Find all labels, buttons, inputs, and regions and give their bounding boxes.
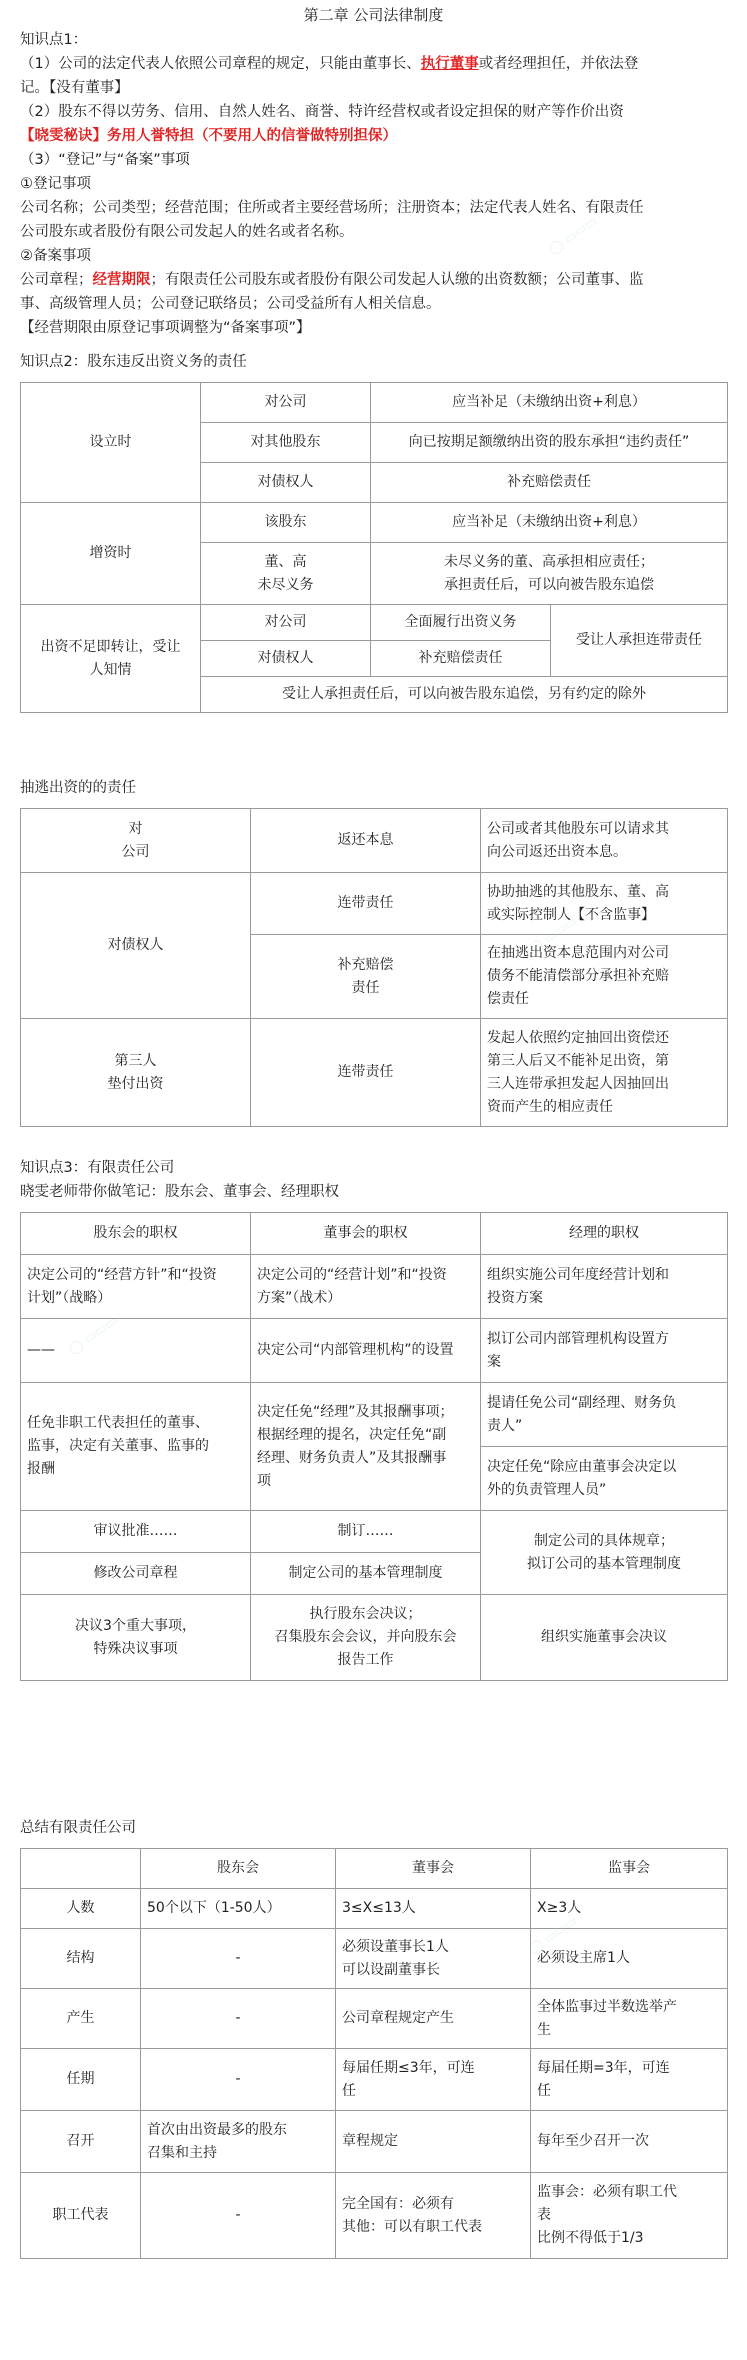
watermark-mark: ◯ ▭▭▭ — [66, 1313, 121, 1358]
row-label-convene: 召开 — [21, 2111, 141, 2173]
row-label-produce: 产生 — [21, 1989, 141, 2049]
cell-line: 垫付出资 — [107, 1075, 164, 1092]
capital-liability-table — [20, 382, 728, 713]
cell-structure-2 — [336, 1929, 531, 1989]
cell-r6c2 — [251, 1595, 481, 1681]
cell-r4c2: 制订…… — [251, 1511, 481, 1553]
header-shareholders: 股东会的职权 — [21, 1213, 251, 1255]
header-board: 董事会的职权 — [251, 1213, 481, 1255]
cell-to-creditor: 对债权人 — [21, 873, 251, 1019]
cell-term-1: - — [141, 2049, 336, 2111]
cell-joint: 连带责任 — [251, 873, 481, 935]
table-row — [21, 1849, 728, 1889]
row-label-staff: 职工代表 — [21, 2173, 141, 2259]
table-row — [21, 1511, 728, 1553]
cell-setup-other: 对其他股东 — [201, 423, 371, 463]
table-row — [21, 1989, 728, 2049]
cell-third-party — [21, 1019, 251, 1127]
cell-line: 报酬 — [27, 1461, 55, 1477]
k1-p1-a: （1）公司的法定代表人依照公司章程的规定，只能由董事长、 — [20, 56, 421, 72]
cell-r3c2 — [251, 1383, 481, 1511]
table-row — [21, 809, 728, 873]
cell-line: 人知情 — [89, 661, 132, 678]
table-row — [21, 873, 728, 935]
cell-transfer-note: 受让人承担责任后，可以向被告股东追偿，另有约定的除外 — [201, 677, 728, 713]
row-label-people: 人数 — [21, 1889, 141, 1929]
cell-line: 责人” — [487, 1417, 523, 1434]
cell-transfer-company-value: 全面履行出资义务 — [371, 605, 551, 641]
table-row — [21, 383, 728, 423]
cell-r5c2: 制定公司的基本管理制度 — [251, 1553, 481, 1595]
cell-line: 其他：可以有职工代表 — [342, 2218, 482, 2235]
cell-convene-1 — [141, 2111, 336, 2173]
table-row — [21, 1889, 728, 1929]
cell-line: 比例不得低于1/3 — [537, 2230, 644, 2246]
cell-line: 未尽义务 — [257, 576, 314, 593]
header-manager: 经理的职权 — [481, 1213, 728, 1255]
cell-setup-creditor-value: 补充赔偿责任 — [371, 463, 728, 503]
k1-rec-note: 【经营期限由原登记事项调整为“备案事项”】 — [20, 320, 311, 336]
cell-line: 经理、财务负责人”及其报酬事 — [257, 1449, 447, 1466]
withdraw-heading: 抽逃出资的的责任 — [20, 780, 136, 796]
cell-to-company — [21, 809, 251, 873]
cell-line: 监事，决定有关董事、监事的 — [27, 1438, 209, 1454]
cell-r4c3 — [481, 1511, 728, 1595]
k1-heading: 知识点1： — [20, 32, 88, 48]
cell-line: 全体监事过半数选举产 — [537, 1998, 677, 2015]
cell-structure-3: 必须设主席1人 — [531, 1929, 728, 1989]
k1-p2-line1: （2）股东不得以劳务、信用、自然人姓名、商誉、特许经营权或者设定担保的财产等作价出资 — [20, 104, 624, 120]
cell-line: 召集股东会会议，并向股东会 — [274, 1629, 457, 1645]
powers-table — [20, 1212, 728, 1681]
cell-line: 出资不足即转让，受让 — [40, 638, 181, 655]
cell-line: 召集和主持 — [147, 2144, 217, 2161]
cell-line: 董、高 — [264, 553, 307, 570]
cell-r2c3 — [481, 1319, 728, 1383]
k2-heading: 知识点2：股东违反出资义务的责任 — [20, 354, 247, 370]
cell-line: 每届任期=3年，可连 — [537, 2059, 670, 2076]
cell-blank — [21, 1849, 141, 1889]
cell-r5c1: 修改公司章程 — [21, 1553, 251, 1595]
cell-line: 或实际控制人【不含监事】 — [487, 906, 655, 923]
cell-r2c1: —— — [21, 1319, 251, 1383]
cell-staff-1: - — [141, 2173, 336, 2259]
cell-line: 任 — [342, 2082, 356, 2099]
table-row — [21, 2049, 728, 2111]
cell-line: 公司 — [121, 843, 150, 860]
k3-subheading: 晓雯老师带你做笔记：股东会、董事会、经理职权 — [20, 1184, 339, 1200]
cell-line: 第三人后又不能补足出资，第 — [487, 1052, 669, 1069]
k1-p1-line2: 记。【没有董事】 — [20, 80, 129, 96]
table-row — [21, 1255, 728, 1319]
cell-transfer-creditor-value: 补充赔偿责任 — [371, 641, 551, 677]
cell-transfer-joint: 受让人承担连带责任 — [551, 605, 728, 677]
cell-people-3: X≥3人 — [531, 1889, 728, 1929]
cell-line: 决定公司的“经营方针”和“投资 — [27, 1266, 217, 1283]
cell-line: 报告工作 — [337, 1652, 394, 1668]
cell-setup-other-value: 向已按期足额缴纳出资的股东承担“违约责任” — [371, 423, 728, 463]
cell-r2c2: 决定公司“内部管理机构”的设置 — [251, 1319, 481, 1383]
cell-line: 提请任免公司“副经理、财务负 — [487, 1394, 677, 1411]
cell-r1c2 — [251, 1255, 481, 1319]
cell-line: 任免非职工代表担任的董事、 — [27, 1415, 209, 1431]
cell-increase-shareholder-value: 应当补足（未缴纳出资+利息） — [371, 503, 728, 543]
cell-supplement-value — [481, 935, 728, 1019]
cell-r1c3 — [481, 1255, 728, 1319]
cell-line: 决定公司的“经营计划”和“投资 — [257, 1266, 447, 1283]
k1-p1-c: 或者经理担任，并依法登 — [478, 56, 639, 72]
table-row — [21, 2173, 728, 2259]
cell-line: 决定任免“经理”及其报酬事项； — [257, 1403, 454, 1420]
cell-term-3 — [531, 2049, 728, 2111]
table-row — [21, 605, 728, 641]
cell-transfer — [21, 605, 201, 713]
k1-p2-secret: 【晓雯秘诀】务用人誉特担（不要用人的信誉做特别担保） — [20, 128, 397, 144]
cell-line: 资而产生的相应责任 — [487, 1098, 613, 1115]
cell-increase-shareholder: 该股东 — [201, 503, 371, 543]
row-label-term: 任期 — [21, 2049, 141, 2111]
cell-line: 表 — [537, 2207, 551, 2223]
cell-line: 投资方案 — [487, 1289, 543, 1306]
cell-line: 三人连带承担发起人因抽回出 — [487, 1075, 669, 1092]
cell-line: 首次由出资最多的股东 — [147, 2121, 287, 2138]
cell-people-2: 3≤X≤13人 — [336, 1889, 531, 1929]
cell-line: 偿责任 — [487, 991, 529, 1007]
header-supervisors: 监事会 — [531, 1849, 728, 1889]
cell-line: 向公司返还出资本息。 — [487, 843, 627, 860]
cell-line: 协助抽逃的其他股东、董、高 — [487, 883, 669, 900]
cell-line: 项 — [257, 1472, 271, 1489]
cell-increase-directors — [201, 543, 371, 605]
k3-heading: 知识点3：有限责任公司 — [20, 1160, 175, 1176]
cell-line: 承担责任后，可以向被告股东追偿 — [444, 576, 654, 593]
k1-rec-1a: 公司章程； — [20, 272, 93, 288]
cell-staff-3 — [531, 2173, 728, 2259]
k1-p1-highlight: 执行董事 — [420, 56, 479, 72]
k1-rec-line2: 事、高级管理人员；公司登记联络员；公司受益所有人相关信息。 — [20, 296, 441, 312]
cell-line: 债务不能清偿部分承担补充赔 — [487, 968, 669, 984]
cell-term-2 — [336, 2049, 531, 2111]
watermark-mark: ◯ ▭▭▭ — [526, 913, 581, 958]
cell-line: 决议3个重大事项， — [75, 1617, 196, 1634]
cell-transfer-company: 对公司 — [201, 605, 371, 641]
cell-produce-2: 公司章程规定产生 — [336, 1989, 531, 2049]
cell-line: 发起人依照约定抽回出资偿还 — [487, 1029, 669, 1046]
table-row — [21, 1595, 728, 1681]
k1-reg-line2: 公司股东或者股份有限公司发起人的姓名或者名称。 — [20, 224, 354, 240]
table-row — [21, 1319, 728, 1383]
cell-increase: 增资时 — [21, 503, 201, 605]
cell-convene-2: 章程规定 — [336, 2111, 531, 2173]
cell-convene-3: 每年至少召开一次 — [531, 2111, 728, 2173]
cell-line: 公司或者其他股东可以请求其 — [487, 820, 669, 837]
cell-line: 必须设董事长1人 — [342, 1938, 449, 1955]
cell-line: 执行股东会决议； — [309, 1606, 422, 1622]
k1-rec-line1 — [20, 268, 730, 292]
k1-rec-highlight: 经营期限 — [92, 272, 151, 288]
cell-return: 返还本息 — [251, 809, 481, 873]
cell-produce-1: - — [141, 1989, 336, 2049]
cell-line: 方案”（战术） — [257, 1289, 342, 1306]
summary-table — [20, 1848, 728, 2259]
cell-staff-2 — [336, 2173, 531, 2259]
cell-r6c1 — [21, 1595, 251, 1681]
cell-line: 根据经理的提名，决定任免“副 — [257, 1426, 447, 1443]
cell-line: 任 — [537, 2082, 551, 2099]
cell-line: 可以设副董事长 — [342, 1961, 440, 1978]
cell-line: 制定公司的具体规章； — [534, 1532, 674, 1549]
k1-reg-heading: ①登记事项 — [20, 176, 91, 192]
cell-return-value — [481, 809, 728, 873]
table-row — [21, 2111, 728, 2173]
k1-rec-heading: ②备案事项 — [20, 248, 91, 264]
cell-r4c1: 审议批准…… — [21, 1511, 251, 1553]
cell-r3c3-b — [481, 1447, 728, 1511]
cell-r6c3: 组织实施董事会决议 — [481, 1595, 728, 1681]
cell-line: 在抽逃出资本息范围内对公司 — [487, 945, 669, 961]
cell-line: 案 — [487, 1353, 501, 1370]
cell-third-value — [481, 1019, 728, 1127]
k1-reg-line1: 公司名称；公司类型；经营范围；住所或者主要经营场所；注册资本；法定代表人姓名、有限责任 — [20, 200, 644, 216]
k1-p1-line1 — [20, 52, 730, 76]
k1-p3: （3）“登记”与“备案”事项 — [20, 152, 190, 168]
cell-line: 计划”（战略） — [27, 1289, 112, 1306]
cell-line: 未尽义务的董、高承担相应责任； — [444, 553, 654, 570]
header-board: 董事会 — [336, 1849, 531, 1889]
cell-r3c1 — [21, 1383, 251, 1511]
cell-line: 拟订公司的基本管理制度 — [527, 1555, 681, 1572]
cell-people-1: 50个以下（1-50人） — [141, 1889, 336, 1929]
cell-line: 对 — [128, 820, 143, 837]
cell-r1c1 — [21, 1255, 251, 1319]
cell-setup-creditor: 对债权人 — [201, 463, 371, 503]
watermark-mark: ◯ ▭▭▭ — [526, 1913, 581, 1958]
table-row — [21, 503, 728, 543]
cell-line: 第三人 — [114, 1052, 157, 1069]
row-label-structure: 结构 — [21, 1929, 141, 1989]
cell-line: 决定任免“除应由董事会决定以 — [487, 1458, 677, 1475]
cell-line: 外的负责管理人员” — [487, 1481, 607, 1498]
cell-line: 拟订公司内部管理机构设置方 — [487, 1330, 669, 1347]
table-row — [21, 1929, 728, 1989]
cell-transfer-creditor: 对债权人 — [201, 641, 371, 677]
summary-heading: 总结有限责任公司 — [20, 1820, 136, 1836]
cell-increase-directors-value — [371, 543, 728, 605]
cell-line: 完全国有：必须有 — [342, 2195, 454, 2212]
cell-setup-company: 对公司 — [201, 383, 371, 423]
cell-line: 补充赔偿 — [337, 956, 394, 973]
withdrawal-liability-table — [20, 808, 728, 1127]
k1-rec-1c: ；有限责任公司股东或者股份有限公司发起人认缴的出资数额；公司董事、监 — [150, 272, 644, 288]
cell-supplement — [251, 935, 481, 1019]
cell-line: 责任 — [351, 979, 380, 996]
cell-line: 监事会：必须有职工代 — [537, 2184, 677, 2200]
table-row — [21, 1383, 728, 1447]
cell-line: 每届任期≤3年，可连 — [342, 2059, 475, 2076]
cell-setup-company-value: 应当补足（未缴纳出资+利息） — [371, 383, 728, 423]
cell-structure-1: - — [141, 1929, 336, 1989]
cell-line: 特殊决议事项 — [93, 1640, 178, 1657]
document-title: 第二章 公司法律制度 — [303, 6, 444, 24]
header-shareholders: 股东会 — [141, 1849, 336, 1889]
table-row — [21, 1019, 728, 1127]
cell-third-joint: 连带责任 — [251, 1019, 481, 1127]
cell-joint-value — [481, 873, 728, 935]
table-row — [21, 1213, 728, 1255]
cell-line: 生 — [537, 2021, 551, 2038]
cell-produce-3 — [531, 1989, 728, 2049]
cell-line: 组织实施公司年度经营计划和 — [487, 1266, 669, 1283]
cell-r3c3-a — [481, 1383, 728, 1447]
cell-setup: 设立时 — [21, 383, 201, 503]
watermark-mark: ◯ ▭▭▭ — [546, 213, 601, 258]
